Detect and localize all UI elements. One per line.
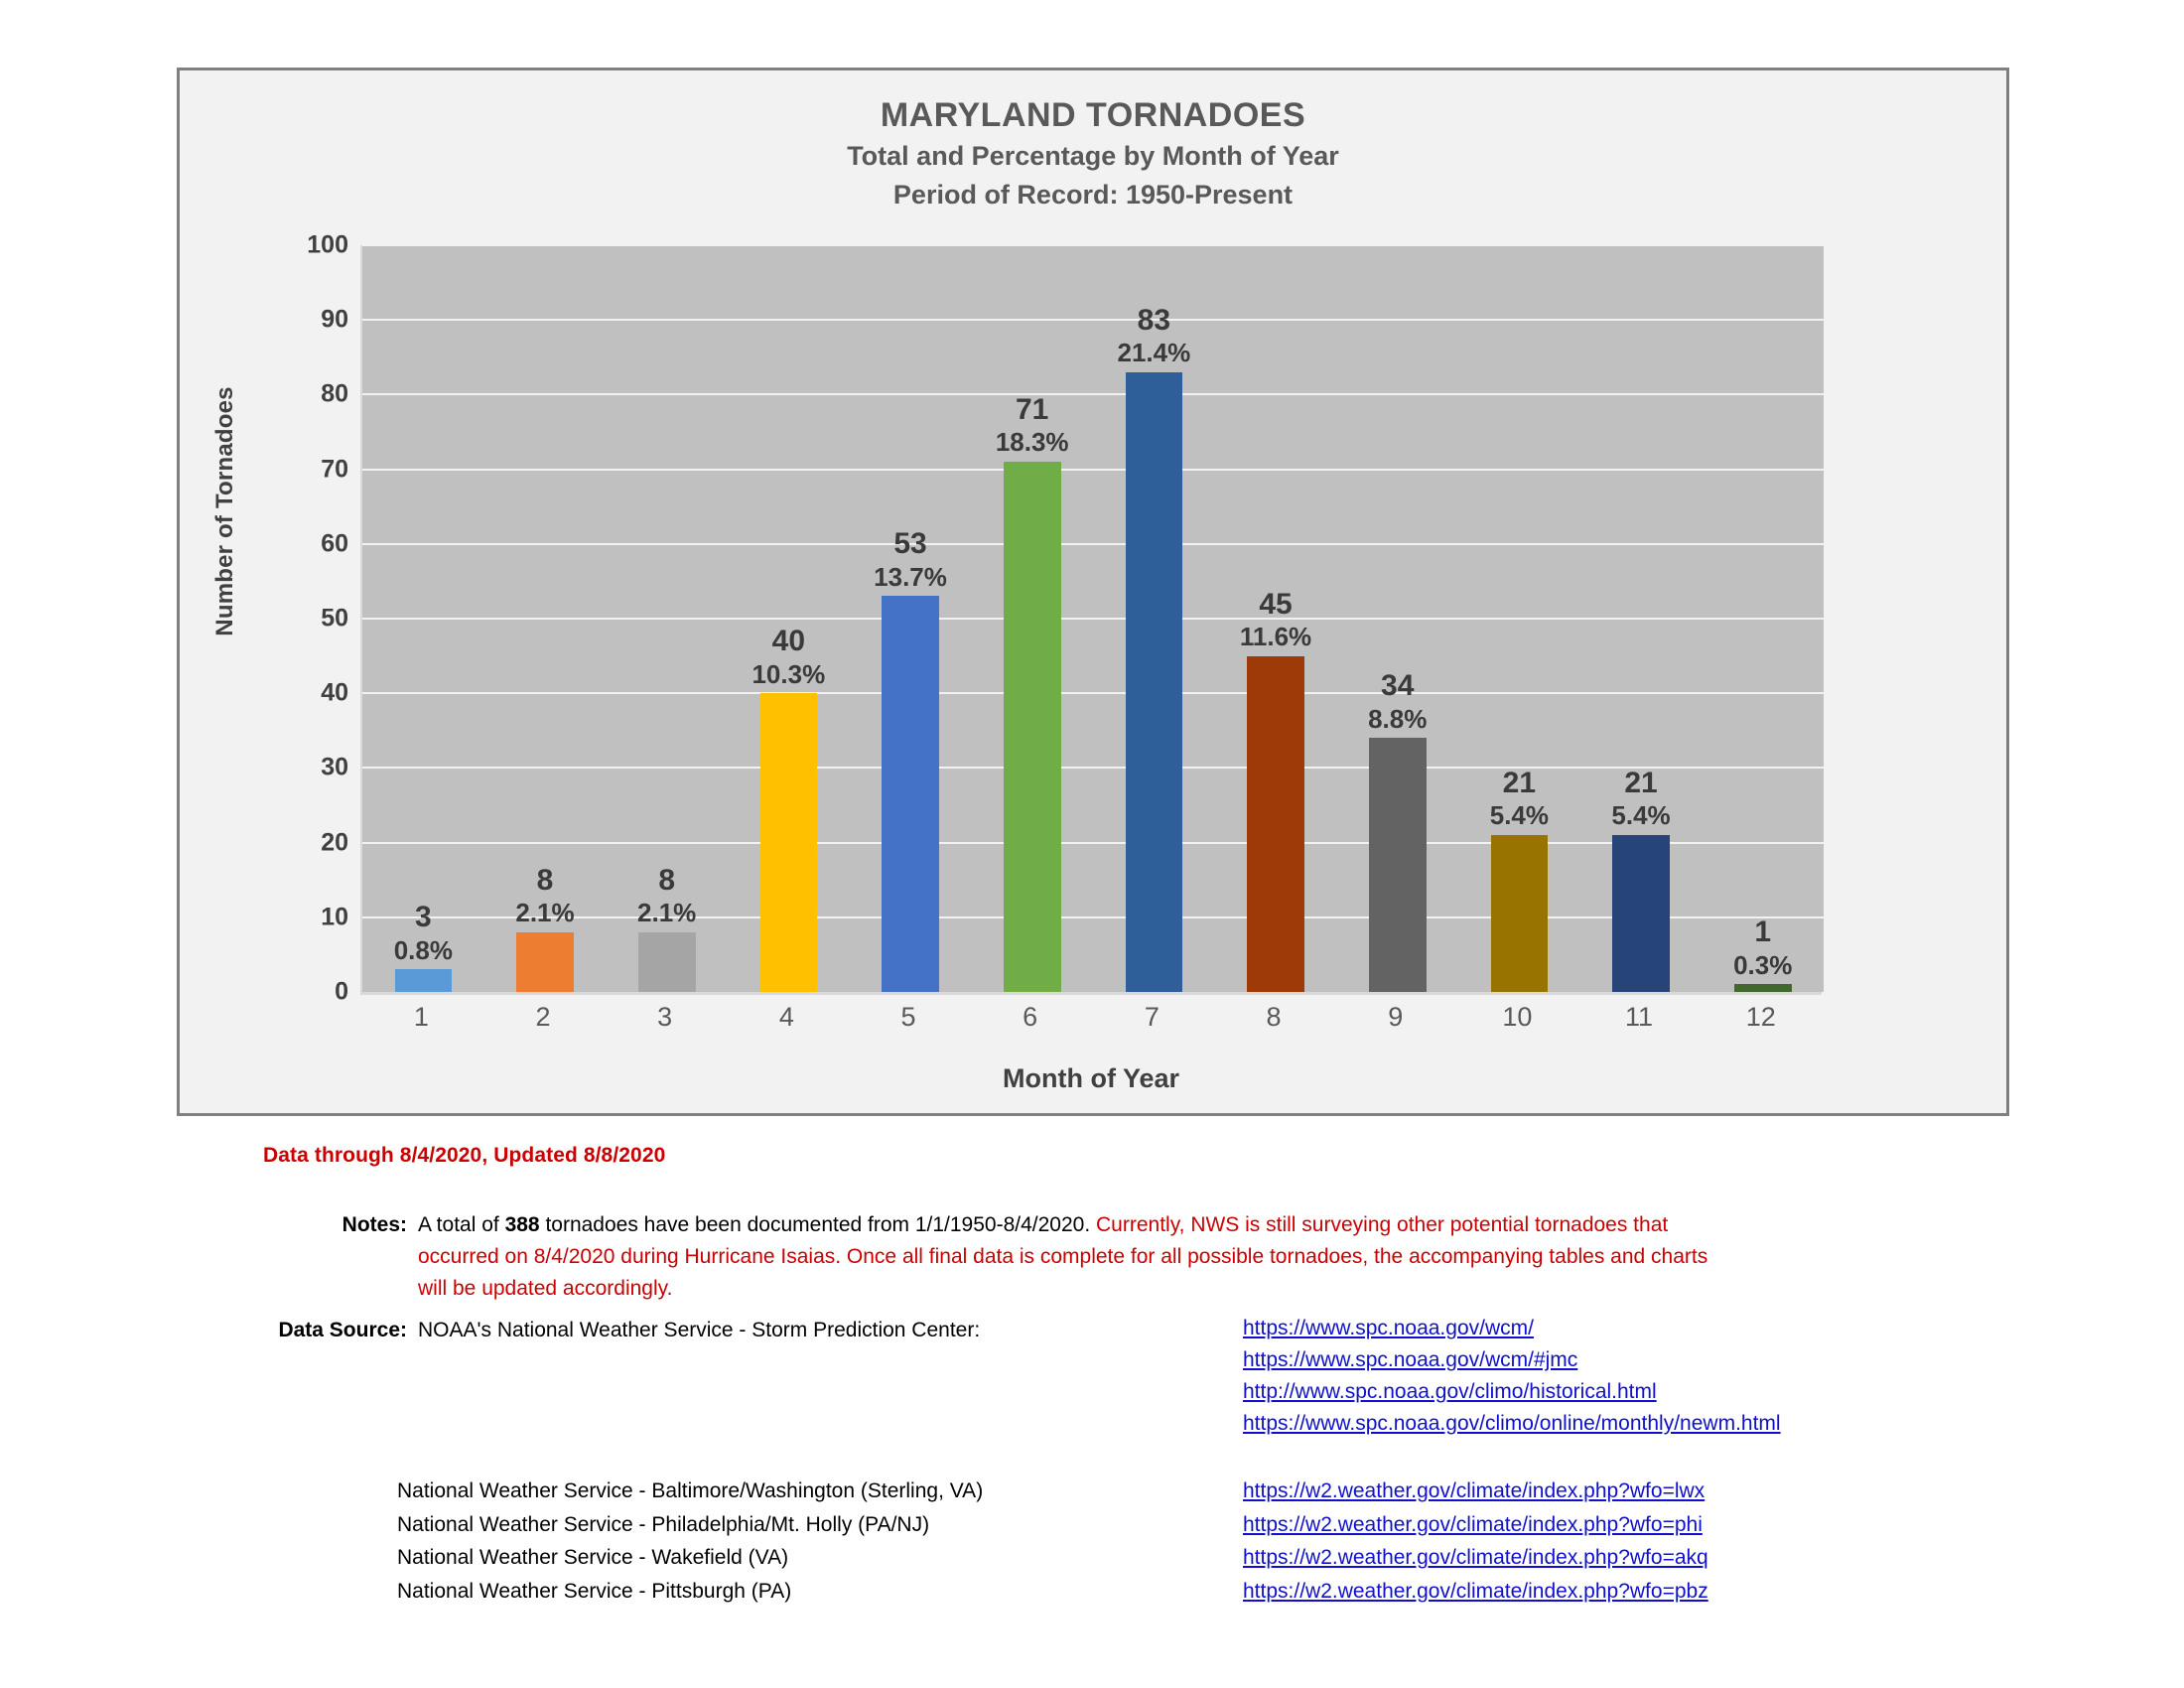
nws-office-name: National Weather Service - Baltimore/Washington (Sterling, VA) — [397, 1479, 984, 1502]
bar-slot — [1093, 245, 1215, 992]
x-axis-tick-label: 8 — [1266, 1002, 1282, 1032]
bar-percent-label: 2.1% — [637, 898, 697, 928]
bar-percent-label: 8.8% — [1368, 703, 1428, 734]
bar-percent-label: 10.3% — [751, 658, 826, 689]
bar-label-group — [637, 863, 696, 932]
bar[interactable] — [874, 527, 947, 992]
y-axis-ticks — [259, 230, 348, 1006]
notes-block — [248, 1209, 1936, 1305]
y-axis-tick-label: 90 — [321, 305, 348, 334]
bar[interactable] — [1239, 587, 1312, 992]
bar[interactable] — [637, 863, 697, 992]
x-axis-tick-label: 5 — [900, 1002, 916, 1032]
spc-link[interactable]: http://www.spc.noaa.gov/climo/historical.html — [1243, 1379, 1657, 1403]
bar-label-group — [751, 624, 825, 693]
y-axis-tick-label: 100 — [307, 230, 348, 259]
x-axis-ticks — [360, 1002, 1822, 1033]
bar-label-group — [996, 392, 1069, 462]
bar[interactable] — [515, 863, 575, 992]
nws-office-link-list — [1243, 1475, 1708, 1608]
notes-text-run: Currently, NWS is still surveying other potential tornadoes that occurred on 8/4/2020 during Hurricane Isaias. Once all final data is complete for all possible tornadoes, the accompanying tables and charts will be updated accordingly. — [418, 1213, 1708, 1300]
bar-value-label: 83 — [1137, 303, 1171, 337]
notes-text-run: A total of — [418, 1213, 505, 1236]
nws-office-link[interactable]: https://w2.weather.gov/climate/index.php?wfo=phi — [1243, 1512, 1703, 1536]
chart-subtitle-1: Total and Percentage by Month of Year — [847, 140, 1339, 171]
y-axis-tick-label: 60 — [321, 529, 348, 558]
bar-percent-label: 21.4% — [1117, 338, 1191, 368]
x-axis-tick-label: 4 — [778, 1002, 794, 1032]
y-axis-tick-label: 20 — [321, 828, 348, 857]
bar-value-label: 21 — [1502, 767, 1537, 800]
notes-body — [418, 1209, 1728, 1305]
bar-percent-label: 0.3% — [1733, 949, 1793, 980]
bar-value-label: 40 — [771, 625, 806, 658]
bar[interactable] — [751, 625, 826, 992]
bar-slot — [1215, 245, 1337, 992]
x-axis-tick-label: 2 — [535, 1002, 551, 1032]
bar-label-group — [1240, 587, 1311, 656]
data-source-primary: NOAA's National Weather Service - Storm Prediction Center: — [418, 1319, 981, 1341]
bar-slot — [1458, 245, 1580, 992]
bar-slot — [484, 245, 607, 992]
x-axis-tick-label: 11 — [1625, 1002, 1654, 1032]
x-axis-title: Month of Year — [1002, 1063, 1180, 1093]
bar-slot — [850, 245, 972, 992]
x-axis-tick-label: 6 — [1023, 1002, 1038, 1032]
bar-percent-label: 5.4% — [1489, 800, 1550, 831]
spc-link-list — [1243, 1313, 1781, 1440]
chart-title-block — [180, 94, 2006, 214]
bar-value-label: 3 — [414, 901, 432, 934]
y-axis-tick-label: 0 — [335, 977, 348, 1006]
y-axis-tick-label: 40 — [321, 678, 348, 707]
nws-office-name: National Weather Service - Philadelphia/Mt. Holly (PA/NJ) — [397, 1512, 930, 1536]
bar-percent-label: 5.4% — [1611, 800, 1671, 831]
nws-office-link[interactable]: https://w2.weather.gov/climate/index.php?wfo=lwx — [1243, 1479, 1706, 1502]
bar-slot — [971, 245, 1093, 992]
x-axis-tick-label: 9 — [1388, 1002, 1404, 1032]
bar-percent-label: 0.8% — [393, 934, 453, 965]
bar-value-label: 8 — [658, 863, 676, 897]
x-axis-tick-label: 7 — [1144, 1002, 1160, 1032]
bar-value-label: 45 — [1259, 587, 1293, 621]
bar-slot — [1336, 245, 1458, 992]
bar-label-group — [874, 526, 947, 596]
x-axis-tick-label: 12 — [1745, 1002, 1776, 1032]
notes-text-run: 388 — [504, 1213, 540, 1236]
bar-percent-label: 18.3% — [995, 427, 1069, 458]
y-axis-tick-label: 50 — [321, 604, 348, 633]
bar-slot — [1702, 245, 1824, 992]
x-axis-tick-label: 1 — [413, 1002, 429, 1032]
bar[interactable] — [995, 393, 1069, 992]
nws-office-name: National Weather Service - Pittsburgh (PA) — [397, 1579, 792, 1603]
bar-label-group — [1490, 766, 1549, 835]
bar-percent-label: 11.6% — [1239, 621, 1312, 651]
chart-subtitle-2: Period of Record: 1950-Present — [892, 179, 1294, 210]
page-title: MARYLAND TORNADOES — [880, 96, 1306, 134]
bar[interactable] — [1611, 767, 1671, 992]
nws-office-link[interactable]: https://w2.weather.gov/climate/index.php?wfo=pbz — [1243, 1579, 1708, 1603]
bar-slot — [362, 245, 484, 992]
bar-value-label: 53 — [893, 527, 927, 561]
y-axis-tick-label: 80 — [321, 379, 348, 408]
bar-label-group — [1368, 668, 1427, 738]
bars-layer — [362, 245, 1824, 992]
nws-office-list — [397, 1475, 983, 1608]
bar-label-group — [1117, 303, 1190, 372]
nws-office-name: National Weather Service - Wakefield (VA) — [397, 1546, 789, 1570]
spc-link[interactable]: https://www.spc.noaa.gov/climo/online/monthly/newm.html — [1243, 1411, 1781, 1435]
x-axis-tick-label: 3 — [657, 1002, 673, 1032]
bar-label-group — [394, 900, 453, 969]
nws-office-link[interactable]: https://w2.weather.gov/climate/index.php?wfo=akq — [1243, 1546, 1708, 1570]
plot-area — [360, 245, 1824, 992]
bar-value-label: 21 — [1624, 767, 1658, 800]
data-through-note: Data through 8/4/2020, Updated 8/8/2020 — [263, 1144, 666, 1167]
bar-slot — [606, 245, 728, 992]
bar-value-label: 8 — [536, 863, 554, 897]
bar-value-label: 1 — [1754, 915, 1772, 949]
bar-value-label: 71 — [1015, 393, 1049, 427]
bar[interactable] — [1733, 915, 1793, 992]
bar-slot — [1580, 245, 1703, 992]
y-axis-tick-label: 70 — [321, 455, 348, 484]
bar-label-group — [515, 863, 574, 932]
spc-link[interactable]: https://www.spc.noaa.gov/wcm/#jmc — [1243, 1347, 1578, 1371]
y-axis-tick-label: 10 — [321, 903, 348, 931]
notes-label: Notes: — [341, 1213, 407, 1236]
chart-frame — [177, 68, 2009, 1116]
bar[interactable] — [1368, 669, 1428, 992]
bar-percent-label: 13.7% — [874, 561, 947, 592]
bar-value-label: 34 — [1381, 669, 1415, 703]
bar-label-group — [1611, 766, 1670, 835]
bar[interactable] — [1117, 303, 1191, 992]
notes-text-run: tornadoes have been documented from 1/1/1950-8/4/2020. — [539, 1213, 1097, 1236]
bar[interactable] — [393, 901, 453, 992]
x-axis-line — [360, 992, 1822, 995]
y-axis-title: Number of Tornadoes — [211, 386, 238, 636]
data-source-label: Data Source: — [278, 1319, 407, 1341]
x-axis-tick-label: 10 — [1502, 1002, 1533, 1032]
bar-percent-label: 2.1% — [515, 898, 575, 928]
bar[interactable] — [1489, 767, 1550, 992]
bar-slot — [728, 245, 850, 992]
bar-label-group — [1733, 914, 1792, 984]
spc-link[interactable]: https://www.spc.noaa.gov/wcm/ — [1243, 1317, 1534, 1339]
y-axis-tick-label: 30 — [321, 753, 348, 781]
